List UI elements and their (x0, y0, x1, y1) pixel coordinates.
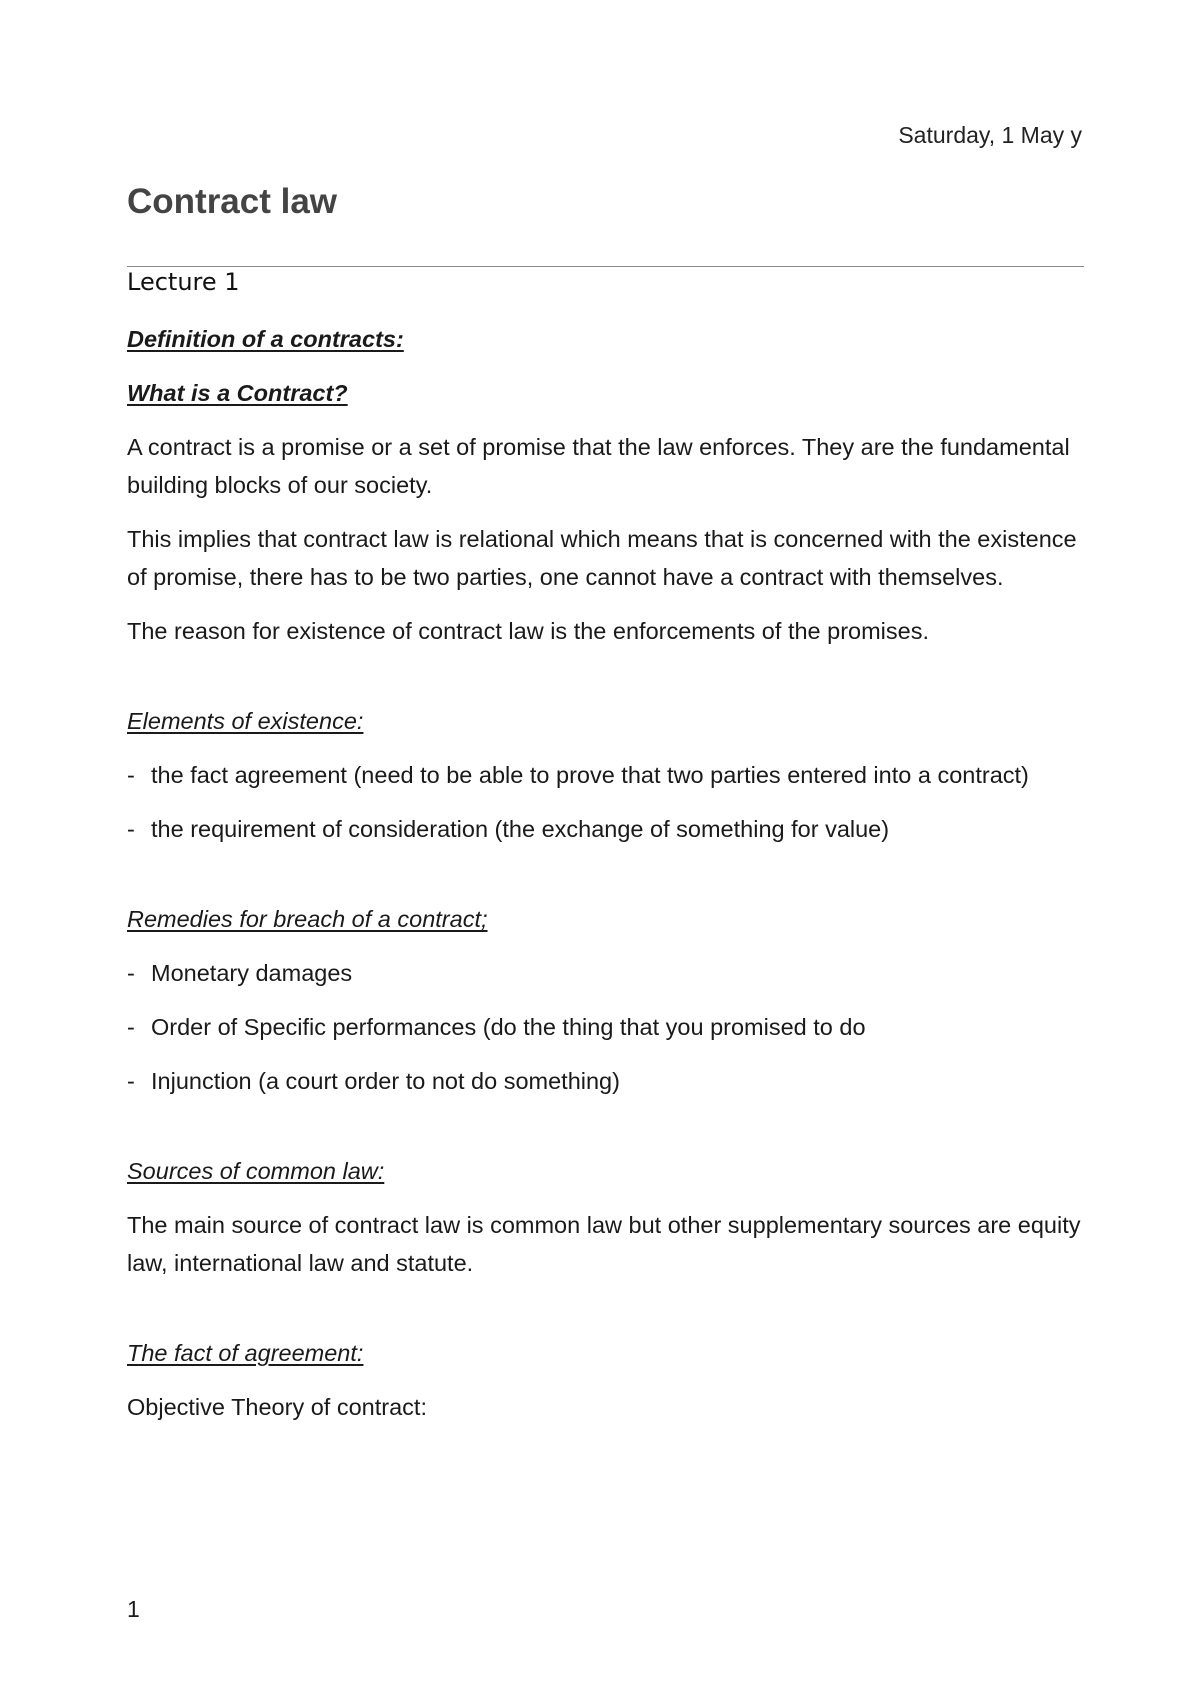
list-item-text: Injunction (a court order to not do something) (151, 1068, 620, 1094)
list-item-text: the fact agreement (need to be able to prove that two parties entered into a contract) (151, 762, 1029, 788)
list-item-text: the requirement of consideration (the exchange of something for value) (151, 816, 890, 842)
list-item (127, 810, 1087, 848)
title-divider (127, 266, 1084, 267)
what-is-contract-heading: What is a Contract? (127, 380, 348, 406)
elements-list (127, 756, 1087, 848)
fact-of-agreement-heading: The fact of agreement: (127, 1340, 364, 1366)
list-dash: - (127, 1014, 135, 1040)
paragraph-reason: The reason for existence of contract law is the enforcements of the promises. (127, 618, 929, 644)
list-dash: - (127, 816, 135, 842)
elements-heading: Elements of existence: (127, 708, 364, 734)
document-body (127, 320, 1087, 1442)
page-number: 1 (127, 1596, 140, 1622)
paragraph-relational: This implies that contract law is relational which means that is concerned with the existence of promise, there has to be two parties, one cannot have a contract with themselves. (127, 526, 1077, 590)
list-dash: - (127, 960, 135, 986)
lecture-label: Lecture 1 (127, 268, 240, 296)
list-dash: - (127, 762, 135, 788)
header-date: Saturday, 1 May y (898, 122, 1082, 148)
definition-heading: Definition of a contracts: (127, 326, 404, 352)
paragraph-definition: A contract is a promise or a set of promise that the law enforces. They are the fundamental building blocks of our society. (127, 434, 1070, 498)
list-item (127, 756, 1087, 794)
list-item (127, 1062, 1087, 1100)
list-dash: - (127, 1068, 135, 1094)
remedies-heading: Remedies for breach of a contract; (127, 906, 488, 932)
list-item-text: Monetary damages (151, 960, 353, 986)
document-title: Contract law (127, 182, 338, 221)
paragraph-sources: The main source of contract law is common law but other supplementary sources are equity law, international law and statute. (127, 1212, 1081, 1276)
list-item (127, 1008, 1087, 1046)
list-item (127, 954, 1087, 992)
sources-heading: Sources of common law: (127, 1158, 385, 1184)
list-item-text: Order of Specific performances (do the thing that you promised to do (151, 1014, 866, 1040)
remedies-list (127, 954, 1087, 1100)
objective-theory-line: Objective Theory of contract: (127, 1394, 427, 1420)
